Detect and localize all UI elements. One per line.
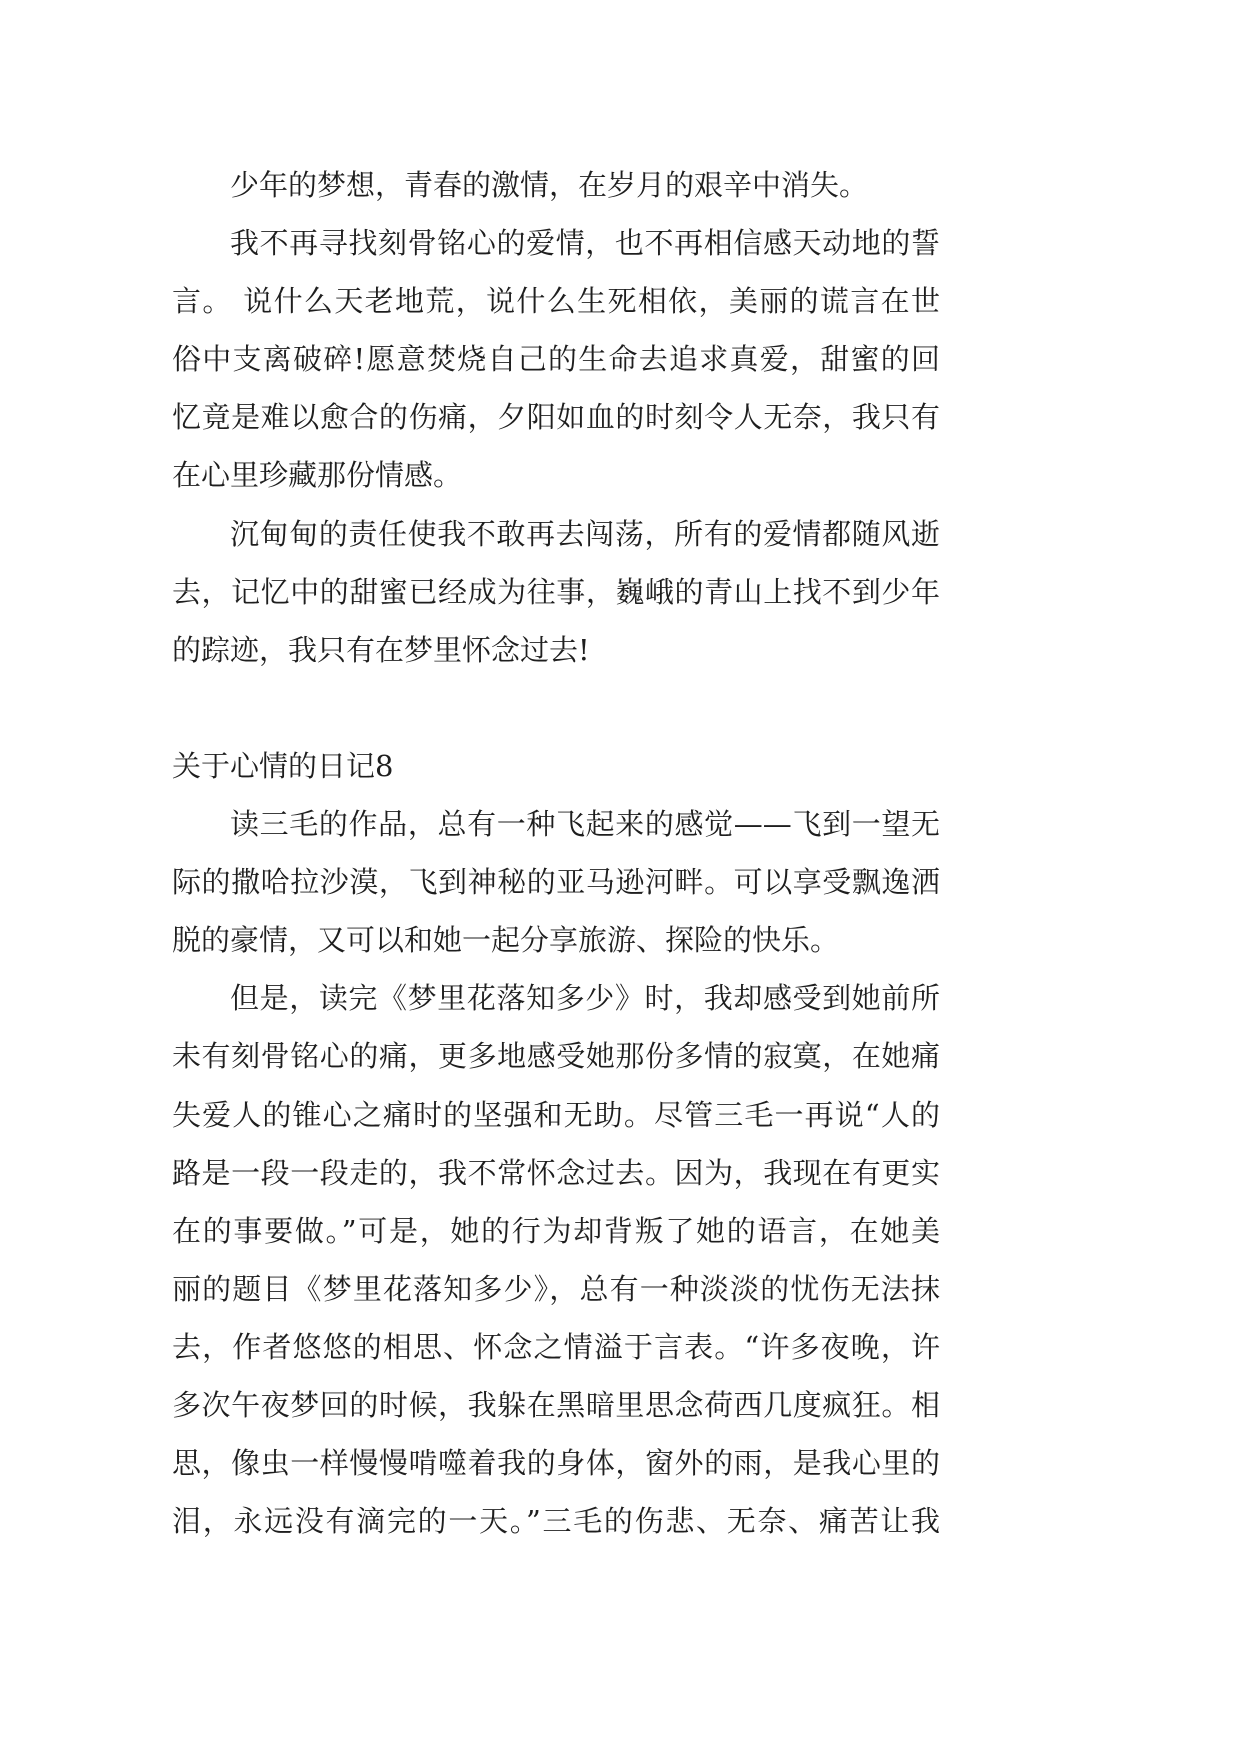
paragraph-line: 少年的梦想，青春的激情，在岁月的艰辛中消失。 xyxy=(230,168,869,202)
paragraph-line: 多次午夜梦回的时候，我躲在黑暗里思念荷西几度疯狂。相 xyxy=(172,1387,940,1422)
paragraph-line: 在的事要做。”可是，她的行为却背叛了她的语言，在她美 xyxy=(172,1213,940,1248)
section-heading: 关于心情的日记8 xyxy=(172,748,394,783)
paragraph-line: 沉甸甸的责任使我不敢再去闯荡，所有的爱情都随风逝 xyxy=(230,516,940,551)
paragraph-line: 忆竟是难以愈合的伤痛，夕阳如血的时刻令人无奈，我只有 xyxy=(172,400,940,435)
blank-line xyxy=(172,679,940,737)
paragraph-line: 俗中支离破碎!愿意焚烧自己的生命去追求真爱，甜蜜的回 xyxy=(172,342,940,377)
paragraph-line: 去，作者悠悠的相思、怀念之情溢于言表。“许多夜晚，许 xyxy=(172,1329,940,1364)
paragraph-line: 但是，读完《梦里花落知多少》时，我却感受到她前所 xyxy=(230,981,940,1016)
paragraph xyxy=(172,214,940,504)
document-page xyxy=(172,156,940,1550)
paragraph-line: 际的撒哈拉沙漠，飞到神秘的亚马逊河畔。可以享受飘逸洒 xyxy=(172,865,940,900)
paragraph-line: 去，记忆中的甜蜜已经成为往事，巍峨的青山上找不到少年 xyxy=(172,574,940,609)
paragraph xyxy=(172,969,940,1550)
paragraph xyxy=(172,156,940,214)
paragraph-line: 在心里珍藏那份情感。 xyxy=(172,458,463,493)
paragraph-line: 路是一段一段走的，我不常怀念过去。因为，我现在有更实 xyxy=(172,1155,940,1190)
paragraph-line: 脱的豪情，又可以和她一起分享旅游、探险的快乐。 xyxy=(172,923,840,958)
paragraph-line: 泪，永远没有滴完的一天。”三毛的伤悲、无奈、痛苦让我 xyxy=(172,1504,940,1539)
paragraph-line: 言。 说什么天老地荒，说什么生死相依，美丽的谎言在世 xyxy=(172,284,940,319)
paragraph xyxy=(172,505,940,679)
paragraph-line: 未有刻骨铭心的痛，更多地感受她那份多情的寂寞，在她痛 xyxy=(172,1039,940,1074)
paragraph xyxy=(172,795,940,969)
paragraph-line: 的踪迹，我只有在梦里怀念过去! xyxy=(172,632,590,667)
paragraph-line: 我不再寻找刻骨铭心的爱情，也不再相信感天动地的誓 xyxy=(230,226,940,261)
paragraph-line: 思，像虫一样慢慢啃噬着我的身体，窗外的雨，是我心里的 xyxy=(172,1446,940,1481)
paragraph-line: 失爱人的锥心之痛时的坚强和无助。尽管三毛一再说“人的 xyxy=(172,1097,940,1132)
paragraph-line: 读三毛的作品，总有一种飞起来的感觉——飞到一望无 xyxy=(230,807,940,842)
paragraph-line: 丽的题目《梦里花落知多少》，总有一种淡淡的忧伤无法抹 xyxy=(172,1271,940,1306)
